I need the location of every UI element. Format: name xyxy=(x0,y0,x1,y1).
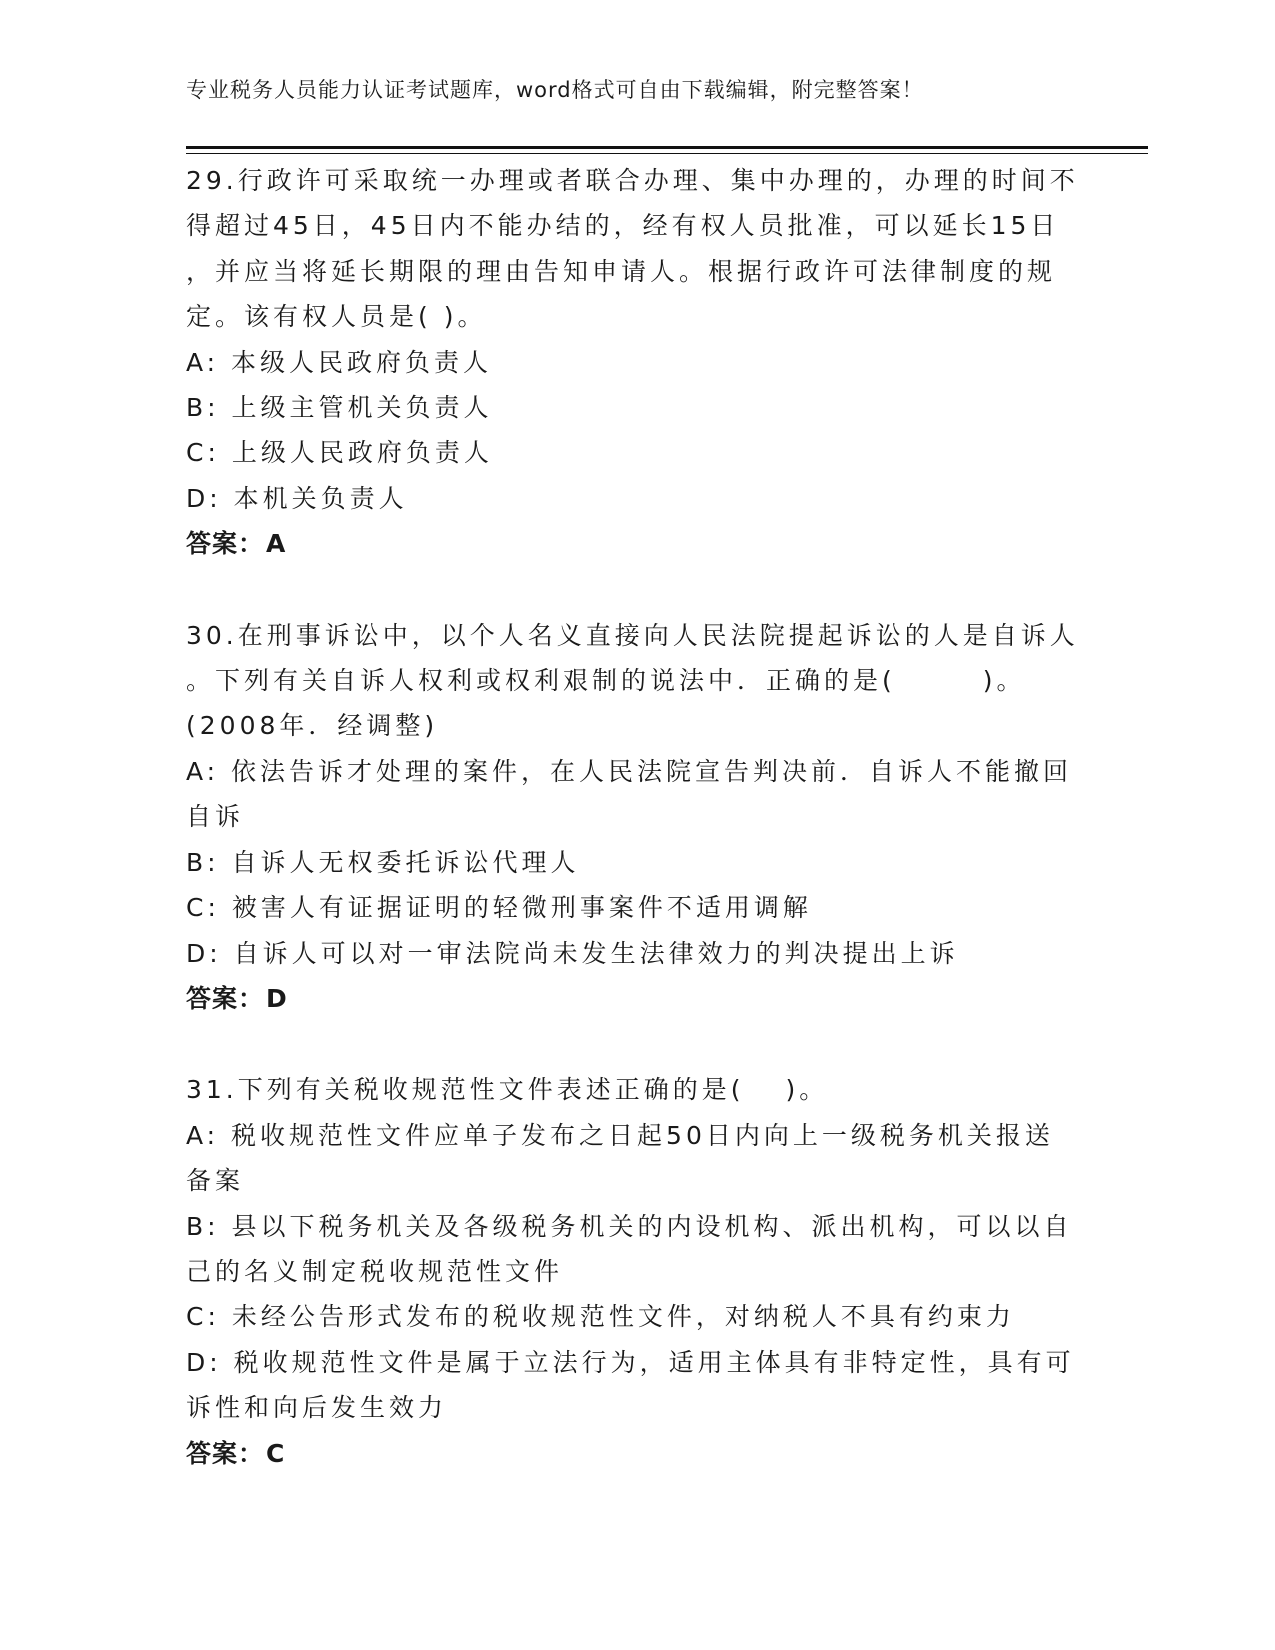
question-list xyxy=(186,158,1086,1522)
option-d-line: 诉性和向后发生效力 xyxy=(186,1393,448,1423)
question-stem-line: 29.行政许可采取统一办理或者联合办理、集中办理的，办理的时间不 xyxy=(186,166,1079,195)
answer-label: 答案： xyxy=(186,983,265,1013)
question-stem-line: ，并应当将延长期限的理由告知申请人。根据行政许可法律制度的规 xyxy=(186,256,1057,286)
option-d-line: D: 本机关负责人 xyxy=(186,483,408,513)
option-a-line: 自诉 xyxy=(186,802,245,832)
option-a-line: A: 本级人民政府负责人 xyxy=(186,347,493,377)
question-stem-line: 30.在刑事诉讼中，以个人名义直接向人民法院提起诉讼的人是自诉人 xyxy=(186,620,1079,650)
option-b-line: B: 县以下税务机关及各级税务机关的内设机构、派出机构，可以以自 xyxy=(186,1211,1073,1241)
answer-line xyxy=(186,521,1086,566)
option-d-line: D: 自诉人可以对一审法院尚未发生法律效力的判决提出上诉 xyxy=(186,938,959,968)
answer-value: A xyxy=(266,529,286,559)
option-a-line: A: 依法告诉才处理的案件，在人民法院宣告判决前．自诉人不能撤回 xyxy=(186,756,1073,786)
answer-value: C xyxy=(266,1438,285,1468)
answer-value: D xyxy=(266,983,287,1013)
option-a-line: A: 税收规范性文件应单子发布之日起50日内向上一级税务机关报送 xyxy=(186,1120,1054,1150)
option-a-line: 备案 xyxy=(186,1166,245,1196)
answer-line xyxy=(186,976,1086,1021)
question-1 xyxy=(186,158,1086,567)
option-b-line: B: 自诉人无权委托诉讼代理人 xyxy=(186,847,580,877)
question-stem-line: 31.下列有关税收规范性文件表述正确的是( )。 xyxy=(186,1075,829,1105)
question-2 xyxy=(186,613,1086,1022)
option-d-line: D: 税收规范性文件是属于立法行为，适用主体具有非特定性，具有可 xyxy=(186,1347,1075,1377)
question-stem-line: 。下列有关自诉人权利或权利艰制的说法中．正确的是( )。 xyxy=(186,666,1026,696)
option-b-line: B: 上级主管机关负责人 xyxy=(186,393,493,423)
page-header: 专业税务人员能力认证考试题库，word格式可自由下载编辑，附完整答案！ xyxy=(186,78,924,102)
answer-line xyxy=(186,1431,1086,1476)
option-b-line: 己的名义制定税收规范性文件 xyxy=(186,1256,564,1286)
option-c-line: C: 被害人有证据证明的轻微刑事案件不适用调解 xyxy=(186,893,812,923)
question-3 xyxy=(186,1067,1086,1476)
answer-label: 答案： xyxy=(186,1438,265,1468)
answer-label: 答案： xyxy=(186,529,265,559)
option-c-line: C: 未经公告形式发布的税收规范性文件，对纳税人不具有约束力 xyxy=(186,1302,1015,1332)
option-c-line: C: 上级人民政府负责人 xyxy=(186,438,493,468)
header-rule-thin xyxy=(186,153,1148,154)
question-stem-line: 得超过45日，45日内不能办结的，经有权人员批准，可以延长15日 xyxy=(186,211,1060,241)
question-stem-line: (2008年．经调整) xyxy=(186,711,439,741)
question-stem-line: 定。该有权人员是( )。 xyxy=(186,302,487,332)
header-rule-thick xyxy=(186,146,1148,149)
